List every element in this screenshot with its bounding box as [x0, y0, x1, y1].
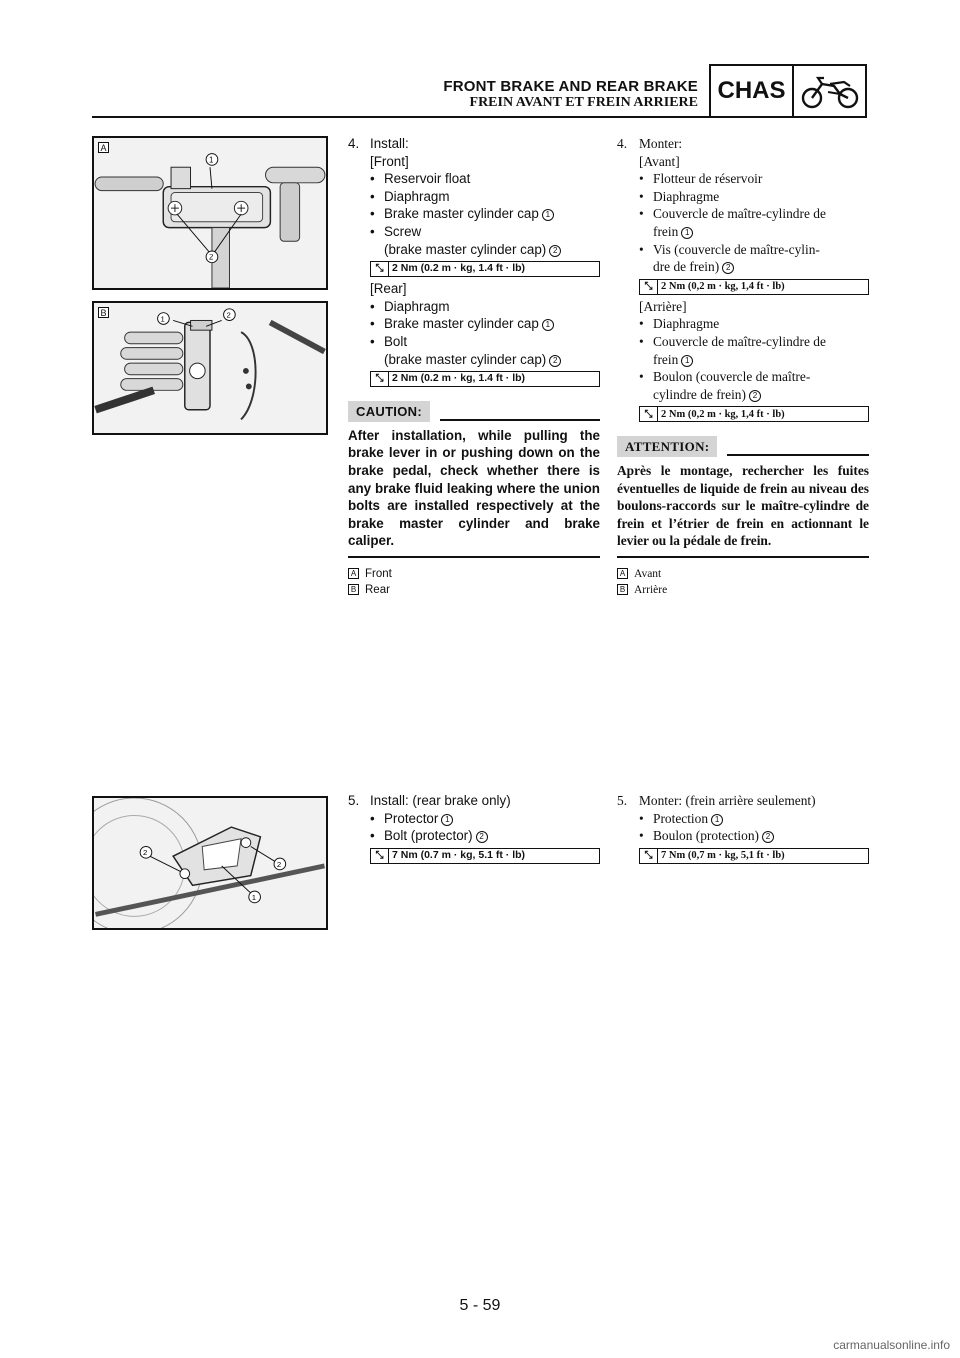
french-step-4 — [617, 135, 869, 598]
list-item: • Bolt — [370, 333, 408, 349]
callout-2: 2 — [722, 262, 734, 274]
callout-1: 1 — [711, 814, 723, 826]
figure-rear-caliper-protector — [92, 796, 328, 930]
list-item: • Vis (couvercle de maître-cylin- — [639, 241, 820, 257]
step-number: 5. — [348, 793, 360, 808]
header-rule — [92, 116, 710, 118]
list-item: • Screw — [370, 223, 422, 239]
list-item: • Couvercle de maître-cylindre de — [639, 333, 826, 349]
callout-2: 2 — [749, 390, 761, 402]
callout-1: 1 — [160, 314, 165, 324]
figure-rear-master-cylinder — [92, 301, 328, 435]
list-item: • Reservoir float — [370, 171, 471, 187]
step-title: Install: (rear brake only) — [370, 793, 511, 808]
list-item-sub: frein 1 — [617, 223, 869, 241]
step-title: Monter: (frein arrière seulement) — [639, 793, 816, 808]
rear-heading: [Rear] — [370, 281, 407, 297]
callout-1: 1 — [542, 209, 554, 221]
torque-wrench-icon: ⤡ — [640, 407, 658, 421]
list-item: • Diaphragme — [639, 316, 720, 332]
figure-legend: A Avant B Arrière — [617, 566, 869, 598]
section-code: CHAS — [711, 66, 794, 116]
callout-2: 2 — [276, 859, 282, 869]
section-title-en: FRONT BRAKE AND REAR BRAKE — [443, 78, 698, 95]
callout-1: 1 — [251, 892, 257, 902]
caution-label: ATTENTION: — [617, 436, 717, 457]
callout-2: 2 — [209, 252, 214, 262]
figure-legend: A Front B Rear — [348, 566, 600, 598]
callout-1: 1 — [681, 355, 693, 367]
callout-1: 1 — [441, 814, 453, 826]
english-step-4 — [348, 135, 600, 598]
caution-box — [348, 401, 600, 558]
list-item: • Brake master cylinder cap 1 — [348, 315, 600, 333]
figure-front-master-cylinder — [92, 136, 328, 290]
list-item: • Boulon (protection) 2 — [617, 827, 869, 845]
callout-1: 1 — [542, 319, 554, 331]
step-number: 4. — [348, 136, 360, 151]
callout-2: 2 — [476, 831, 488, 843]
torque-wrench-icon: ⤡ — [371, 372, 389, 386]
front-heading: [Front] — [370, 153, 409, 169]
step-number: 5. — [617, 793, 628, 808]
torque-wrench-icon: ⤡ — [371, 262, 389, 276]
figure-tag-b: B — [98, 307, 109, 318]
list-item-sub: (brake master cylinder cap) 2 — [348, 351, 600, 369]
callout-1: 1 — [209, 155, 214, 165]
torque-wrench-icon: ⤡ — [640, 849, 658, 863]
legend-key-a: A — [617, 568, 628, 579]
callout-2: 2 — [549, 355, 561, 367]
legend-key-b: B — [348, 584, 359, 595]
figure-tag-a: A — [98, 142, 109, 153]
list-item-sub: frein 1 — [617, 351, 869, 369]
torque-spec: ⤡ 2 Nm (0,2 m · kg, 1,4 ft · lb) — [639, 406, 869, 422]
list-item: • Boulon (couvercle de maître- — [639, 369, 811, 385]
caution-label: CAUTION: — [348, 401, 430, 422]
list-item: • Couvercle de maître-cylindre de — [639, 206, 826, 222]
list-item: • Diaphragm — [370, 188, 450, 204]
callout-2: 2 — [143, 848, 148, 858]
torque-spec: ⤡ 7 Nm (0,7 m · kg, 5,1 ft · lb) — [639, 848, 869, 864]
list-item: • Flotteur de réservoir — [639, 171, 763, 187]
list-item: • Bolt (protector) 2 — [348, 827, 600, 845]
list-item: • Diaphragm — [370, 298, 450, 314]
french-step-5 — [617, 792, 869, 867]
legend-key-a: A — [348, 568, 359, 579]
legend-key-b: B — [617, 584, 628, 595]
english-step-5 — [348, 792, 600, 867]
list-item-sub: dre de frein) 2 — [617, 258, 869, 276]
callout-2: 2 — [762, 831, 774, 843]
rear-heading: [Arrière] — [639, 298, 687, 314]
list-item-sub: (brake master cylinder cap) 2 — [348, 241, 600, 259]
step-title: Install: — [370, 136, 409, 151]
site-footer-link[interactable]: carmanualsonline.info — [833, 1338, 950, 1352]
callout-2: 2 — [226, 310, 231, 320]
callout-1: 1 — [681, 227, 693, 239]
list-item: • Protection 1 — [617, 810, 869, 828]
torque-spec: ⤡ 7 Nm (0.7 m · kg, 5.1 ft · lb) — [370, 848, 600, 864]
motorcycle-icon — [794, 66, 865, 116]
torque-spec: ⤡ 2 Nm (0.2 m · kg, 1.4 ft · lb) — [370, 371, 600, 387]
page-number: 5 - 59 — [459, 1297, 501, 1314]
caution-text: Après le montage, rechercher les fuites éventuelles de liquide de frein au niveau des boulons-raccords sur le maître-cylindre de frein et l’étrier de frein en actionnant le levier ou la pédale de frein. — [617, 457, 869, 558]
torque-spec: ⤡ 2 Nm (0,2 m · kg, 1,4 ft · lb) — [639, 279, 869, 295]
list-item-sub: cylindre de frein) 2 — [617, 386, 869, 404]
callout-2: 2 — [549, 245, 561, 257]
caution-box — [617, 436, 869, 558]
section-title-fr: FREIN AVANT ET FREIN ARRIERE — [469, 95, 698, 110]
caution-text: After installation, while pulling the brake lever in or pushing down on the brake pedal, check whether there is any brake fluid leaking where the union bolts are installed respectively at the brake master cylinder and brake caliper. — [348, 422, 600, 558]
list-item: • Diaphragme — [639, 188, 720, 204]
torque-wrench-icon: ⤡ — [640, 280, 658, 294]
section-badge — [709, 64, 867, 118]
step-number: 4. — [617, 136, 628, 151]
step-title: Monter: — [639, 136, 683, 151]
front-heading: [Avant] — [639, 153, 680, 169]
torque-spec: ⤡ 2 Nm (0.2 m · kg, 1.4 ft · lb) — [370, 261, 600, 277]
list-item: • Brake master cylinder cap 1 — [348, 205, 600, 223]
torque-wrench-icon: ⤡ — [371, 849, 389, 863]
list-item: • Protector 1 — [348, 810, 600, 828]
